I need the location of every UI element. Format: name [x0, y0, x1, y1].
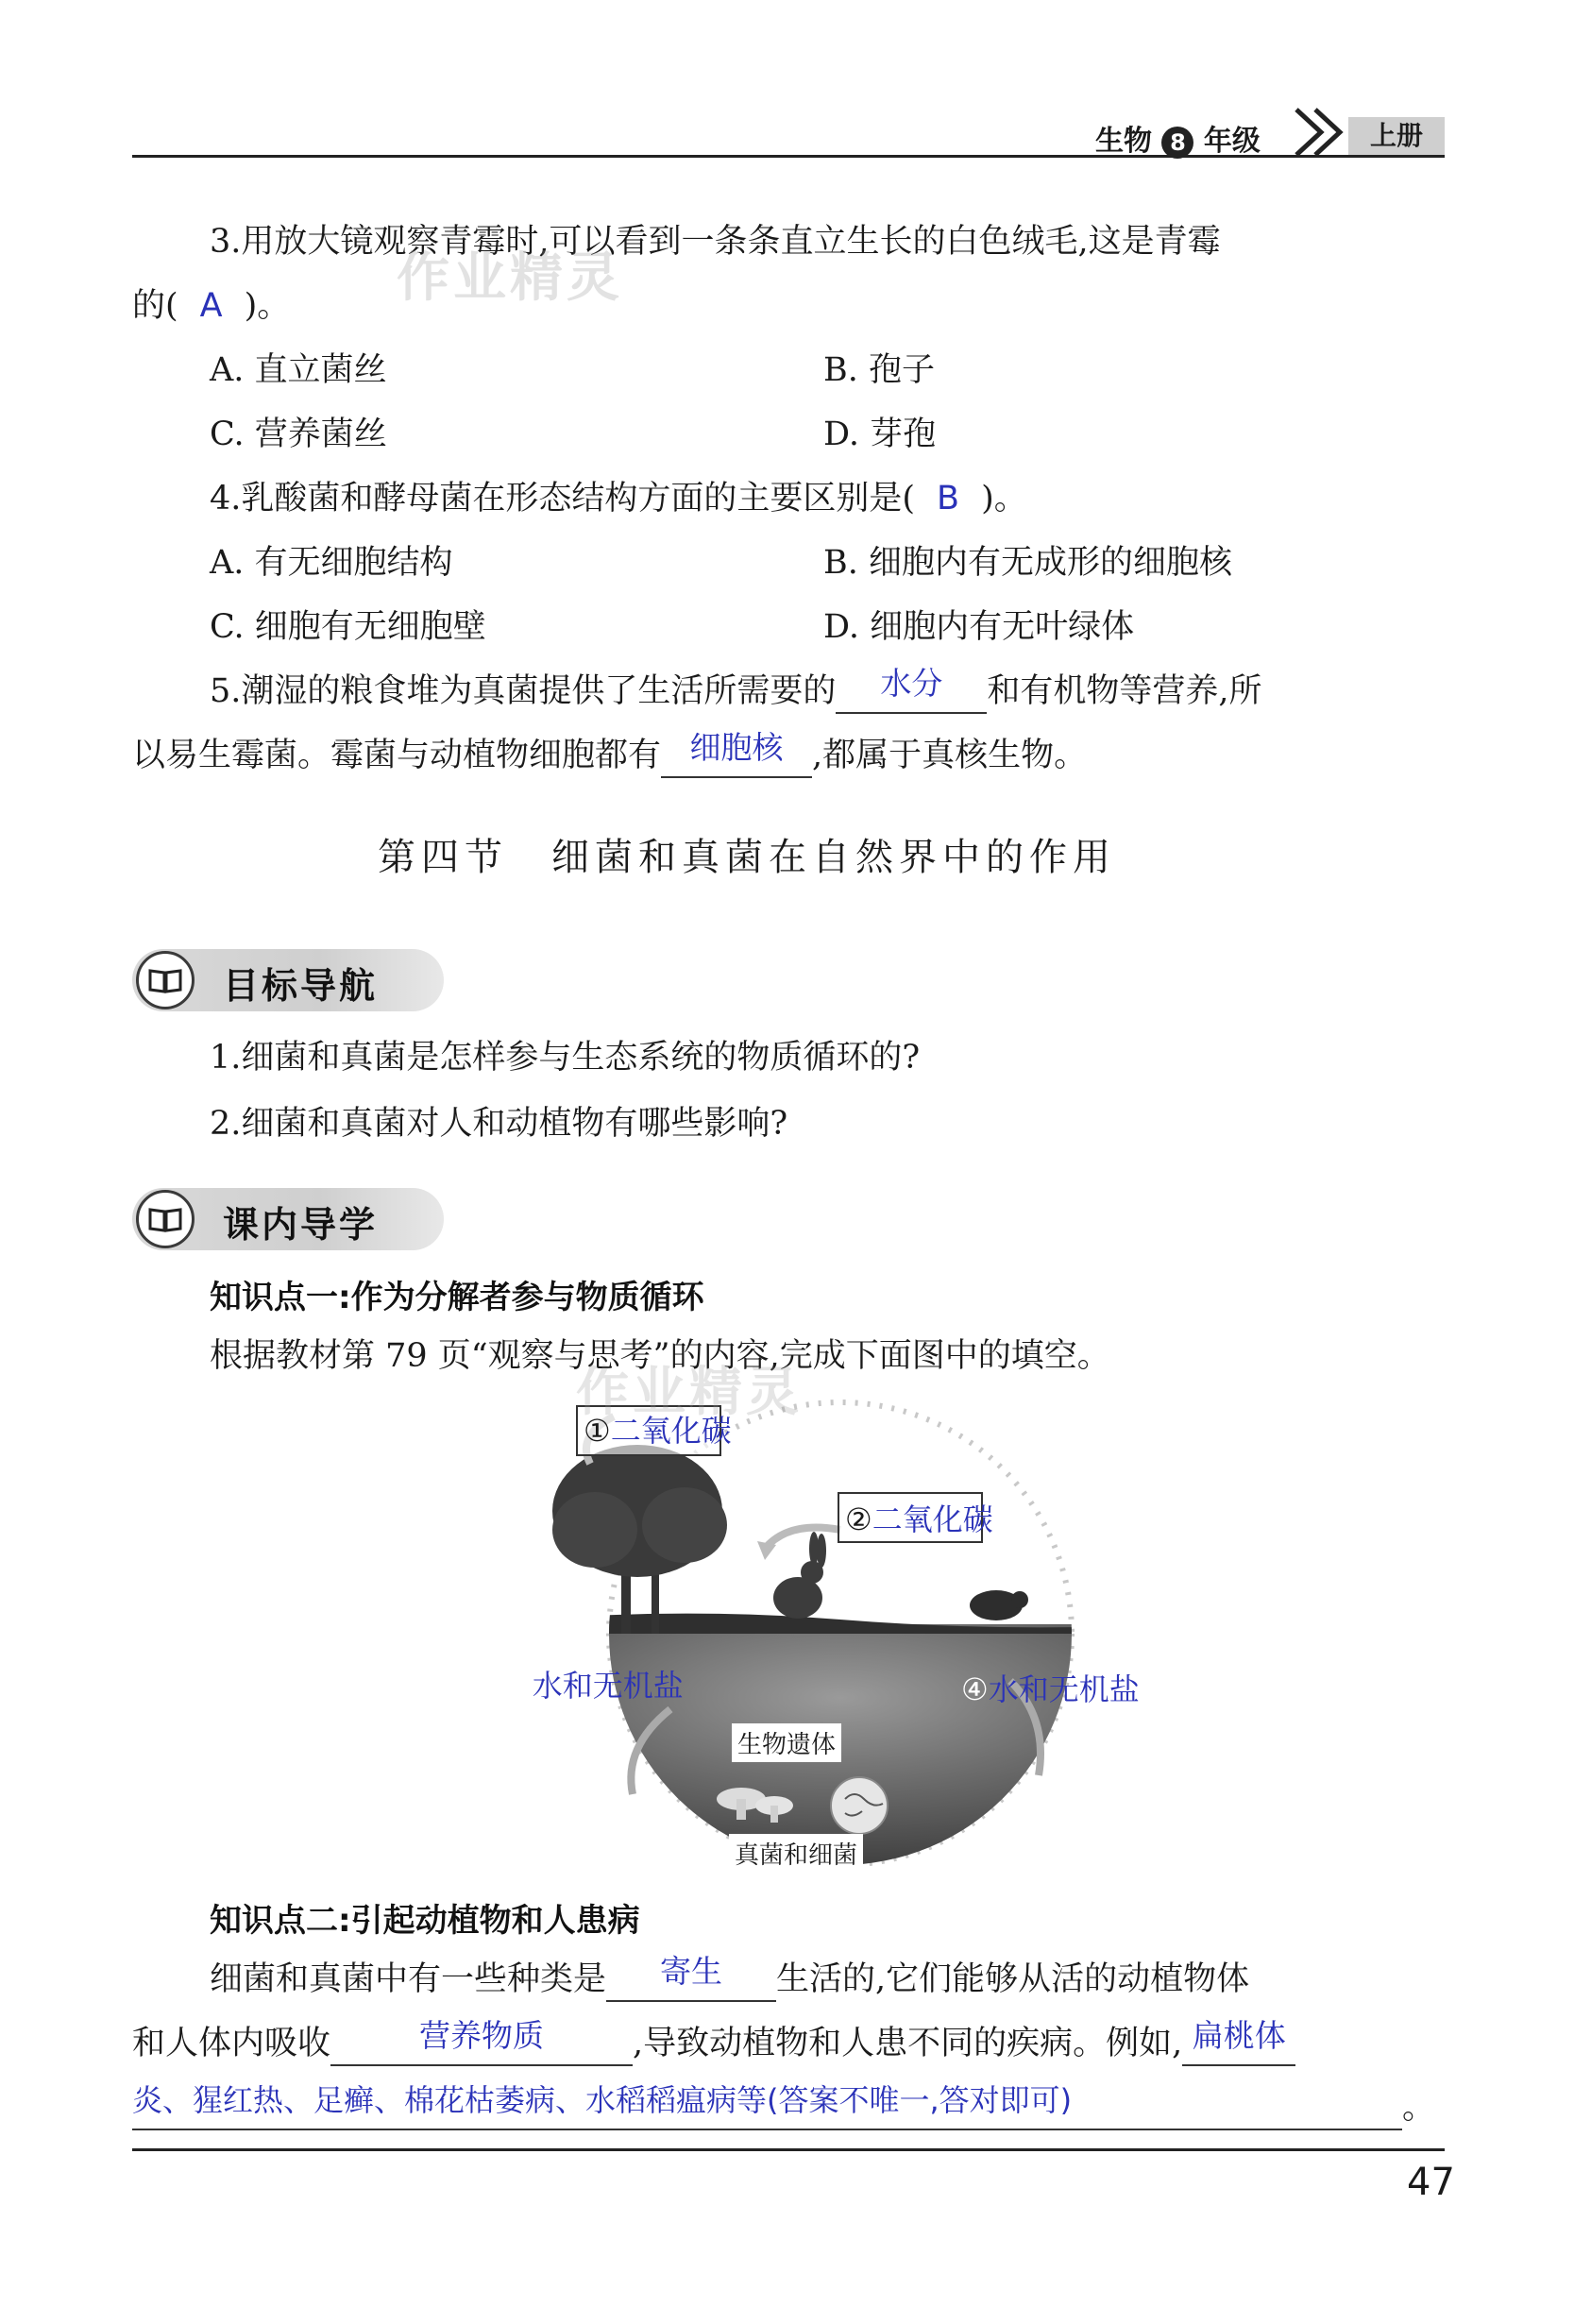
q3-line2-pre: 的(	[132, 287, 178, 325]
kp1-text: 根据教材第 79 页“观察与思考”的内容,完成下面图中的填空。	[210, 1337, 1110, 1375]
label-2-num: ②	[845, 1501, 872, 1537]
q4-pre: 4.乳酸菌和酵母菌在形态结构方面的主要区别是(	[210, 480, 916, 517]
q5-blank1-answer: 水分	[880, 665, 943, 702]
kp2-l2-mid: ,导致动植物和人患不同的疾病。例如,	[633, 2025, 1183, 2062]
q5-l1-pre: 5.潮湿的粮食堆为真菌提供了生活所需要的	[210, 672, 837, 710]
q3-line2	[132, 283, 290, 329]
q4-option-a: A. 有无细胞结构	[210, 544, 453, 582]
watermark-2: 作业精灵	[576, 1362, 803, 1423]
q5-line1	[210, 665, 1262, 714]
remains-label: 生物遗体	[732, 1723, 841, 1762]
q3-line1: 3.用放大镜观察青霉时,可以看到一条条直立生长的白色绒毛,这是青霉	[210, 223, 1221, 261]
kp2-blank3b-answer: 炎、猩红热、足癣、棉花枯萎病、水稻稻瘟病等(答案不唯一,答对即可)	[132, 2082, 1073, 2118]
cycle-illustration	[482, 1398, 1199, 1870]
kp2-l1-post: 生活的,它们能够从活的动植物体	[776, 1960, 1250, 1998]
book-icon	[139, 1193, 192, 1246]
kp2-line1	[210, 1953, 1250, 2002]
book-icon	[139, 954, 192, 1007]
kp1-title: 知识点一:作为分解者参与物质循环	[210, 1279, 704, 1316]
label-4-answer: 水和无机盐	[988, 1671, 1140, 1707]
rabbit-icon	[773, 1532, 826, 1619]
kp2-blank-example-b	[132, 2082, 1402, 2130]
label-4	[961, 1666, 1140, 1709]
section-title: 第四节 细菌和真菌在自然界中的作用	[378, 836, 1116, 879]
label-3-answer: 水和无机盐	[532, 1668, 684, 1704]
tree-icon	[552, 1445, 727, 1634]
bottom-rule	[132, 2148, 1445, 2151]
watermark-1: 作业精灵	[397, 247, 623, 309]
header-subject: 生物	[1095, 125, 1152, 158]
q5-l1-post: 和有机物等营养,所	[987, 672, 1262, 710]
q4-line	[210, 476, 1027, 521]
kp2-line2	[132, 2017, 1295, 2066]
double-chevron-icon	[1289, 104, 1355, 161]
goals-banner-circle	[136, 951, 195, 1009]
page-number: 47	[1407, 2161, 1455, 2204]
q3-option-c: C. 营养菌丝	[210, 416, 387, 453]
q5-l2-pre: 以易生霉菌。霉菌与动植物细胞都有	[132, 737, 662, 774]
kp2-blank3a-answer: 扁桃体	[1192, 2017, 1286, 2054]
study-banner	[132, 1188, 444, 1250]
arrow-curve-icon	[765, 1528, 840, 1550]
boar-icon	[970, 1590, 1028, 1620]
goals-heading: 目标导航	[223, 965, 379, 1007]
q3-option-a: A. 直立菌丝	[210, 351, 387, 389]
label-2	[845, 1496, 993, 1539]
kp2-blank-example-a	[1182, 2017, 1295, 2066]
label-1-answer: 二氧化碳	[610, 1413, 732, 1449]
header-grade-suffix: 年级	[1203, 125, 1261, 158]
header-volume: 上册	[1369, 120, 1423, 151]
grade-badge: 8	[1161, 127, 1193, 159]
label-2-answer: 二氧化碳	[872, 1501, 993, 1537]
q5-blank2-answer: 细胞核	[689, 729, 784, 766]
carbon-cycle-diagram	[482, 1398, 1199, 1870]
kp2-l1-pre: 细菌和真菌中有一些种类是	[210, 1960, 607, 1998]
kp2-title: 知识点二:引起动植物和人患病	[210, 1902, 640, 1940]
label-4-num: ④	[961, 1671, 989, 1707]
header-volume-tab	[1348, 117, 1445, 155]
q3-line2-post: )。	[244, 287, 291, 325]
kp2-blank1-answer: 寄生	[660, 1953, 723, 1990]
q5-l2-post: ,都属于真核生物。	[812, 737, 1088, 774]
q5-blank-nucleus	[661, 729, 812, 778]
page-header	[132, 104, 1445, 161]
decomposers-label: 真菌和细菌	[729, 1834, 863, 1873]
kp2-blank2-answer: 营养物质	[419, 2017, 545, 2054]
goals-banner	[132, 949, 444, 1011]
study-heading: 课内导学	[223, 1204, 379, 1246]
goal-item-1: 1.细菌和真菌是怎样参与生态系统的物质循环的?	[210, 1039, 921, 1077]
q3-option-d: D. 芽孢	[823, 416, 937, 453]
kp2-blank-nutrients	[330, 2017, 633, 2066]
kp2-line3	[132, 2082, 1436, 2130]
q4-option-c: C. 细胞有无细胞壁	[210, 608, 486, 646]
q4-option-b: B. 细胞内有无成形的细胞核	[823, 544, 1232, 582]
kp2-blank-parasite	[606, 1953, 776, 2002]
q5-line2	[132, 729, 1088, 778]
goal-item-2: 2.细菌和真菌对人和动植物有哪些影响?	[210, 1105, 788, 1143]
label-3	[505, 1662, 684, 1705]
header-subject-label	[1095, 117, 1261, 159]
study-banner-circle	[136, 1190, 195, 1248]
kp2-end: 。	[1402, 2089, 1436, 2127]
label-3-num: ③	[505, 1668, 533, 1704]
q4-post: )。	[981, 480, 1027, 517]
kp2-l2-pre: 和人体内吸收	[132, 2025, 331, 2062]
label-1-num: ①	[584, 1413, 611, 1449]
q3-answer: A	[199, 287, 223, 325]
q3-option-b: B. 孢子	[823, 351, 935, 389]
q4-option-d: D. 细胞内有无叶绿体	[823, 608, 1135, 646]
q4-answer: B	[937, 480, 960, 517]
q5-blank-water	[836, 665, 987, 714]
